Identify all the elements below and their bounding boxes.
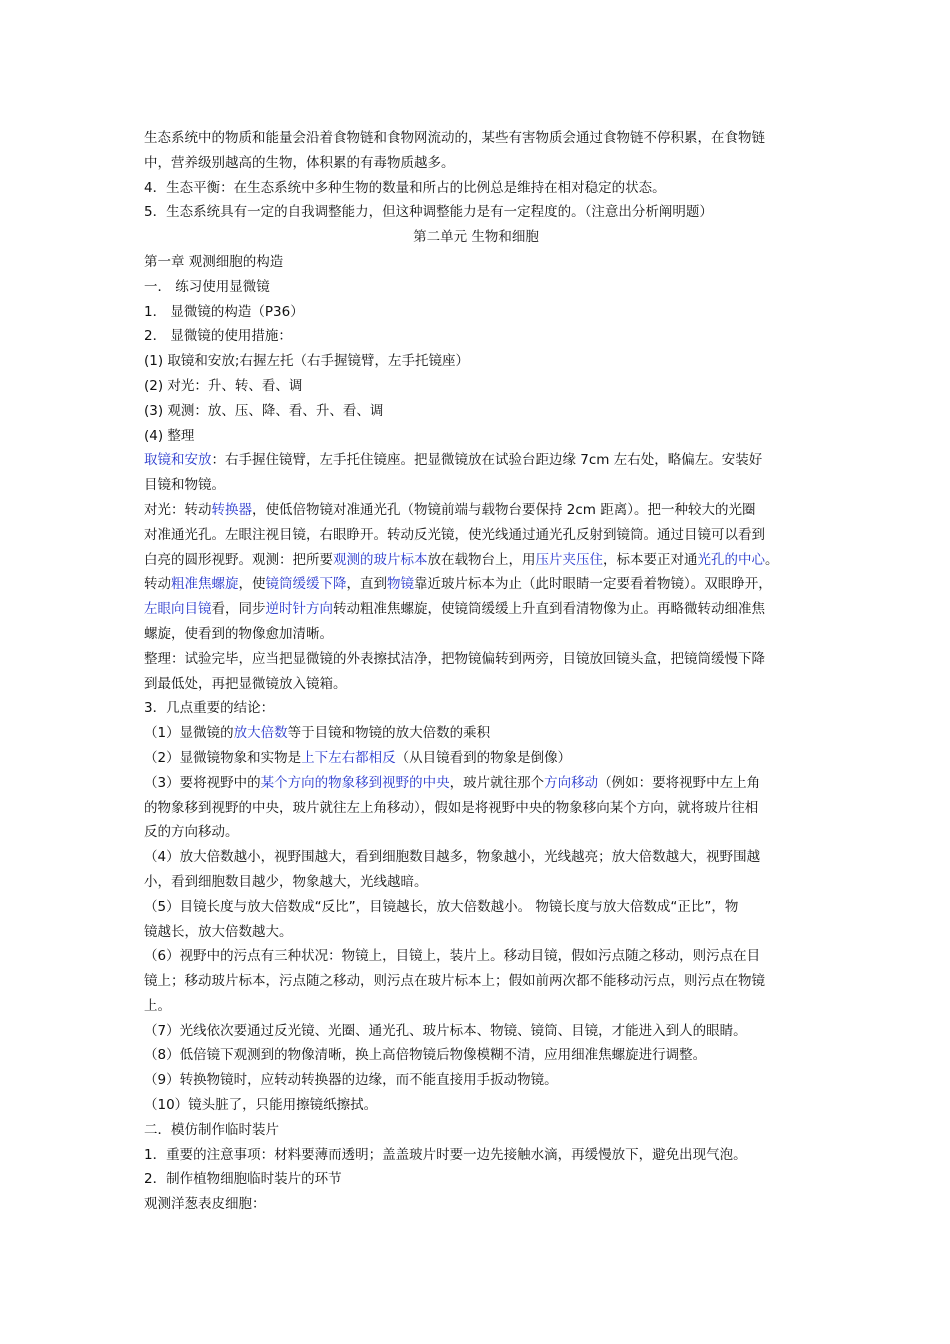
- text-line: [144, 572, 808, 597]
- highlighted-term: 粗准焦螺旋: [171, 576, 239, 593]
- text-line: [144, 1192, 808, 1217]
- text-line: [144, 1167, 808, 1192]
- text-segment: 3．几点重要的结论：: [144, 700, 275, 717]
- highlighted-term: 方向移动: [544, 774, 599, 791]
- text-segment: 镜上；移动玻片标本，污点随之移动，则污点在玻片标本上；假如前两次都不能移动污点，则污点在物镜: [144, 973, 765, 990]
- text-line: [144, 275, 808, 300]
- text-segment: 靠近玻片标本为止（此时眼睛一定要看着物镜）。双眼睁开，: [414, 576, 772, 593]
- text-line: [144, 523, 808, 548]
- text-line: [144, 200, 808, 225]
- text-line: [144, 498, 808, 523]
- highlighted-term: 物镜: [387, 576, 414, 593]
- highlighted-term: 左眼向目镜: [144, 601, 212, 618]
- text-segment: 到最低处，再把显微镜放入镜箱。: [144, 675, 347, 692]
- text-line: [144, 969, 808, 994]
- text-segment: 1．重要的注意事项：材料要薄而透明；盖盖玻片时要一边先接触水滴，再缓慢放下，避免出现气泡。: [144, 1146, 747, 1163]
- text-segment: 2．制作植物细胞临时装片的环节: [144, 1171, 342, 1188]
- text-segment: ，使低倍物镜对准通光孔（物镜前端与载物台要保持 2cm 距离）。把一种较大的光圈: [252, 501, 756, 518]
- highlighted-term: 观测的玻片标本: [333, 551, 428, 568]
- text-line: [144, 870, 808, 895]
- text-line: [144, 746, 808, 771]
- text-segment: 上。: [144, 997, 171, 1014]
- highlighted-term: 镜筒缓缓下降: [265, 576, 347, 593]
- highlighted-term: 压片夹压住: [535, 551, 603, 568]
- text-segment: (3) 观测：放、压、降、看、升、看、调: [144, 402, 384, 419]
- text-segment: 4．生态平衡：在生态系统中多种生物的数量和所占的比例总是维持在相对稳定的状态。: [144, 179, 666, 196]
- text-segment: 转动粗准焦螺旋，使镜筒缓缓上升直到看清物像为止。再略微转动细准焦: [333, 601, 765, 618]
- text-segment: 1． 显微镜的构造（P36）: [144, 303, 304, 320]
- text-segment: 二．模仿制作临时装片: [144, 1121, 279, 1138]
- highlighted-term: 某个方向的物象移到视野的中央: [260, 774, 450, 791]
- text-line: [144, 895, 808, 920]
- document-body: [144, 126, 808, 1217]
- text-segment: 目镜和物镜。: [144, 477, 225, 494]
- text-line: [144, 300, 808, 325]
- text-segment: （2）显微镜物象和实物是: [144, 749, 302, 766]
- text-line: [144, 721, 808, 746]
- text-segment: 5．生态系统具有一定的自我调整能力，但这种调整能力是有一定程度的。（注意出分析阐明题）: [144, 204, 713, 221]
- text-line: [144, 597, 808, 622]
- text-line: [144, 1068, 808, 1093]
- text-line: [144, 672, 808, 697]
- highlighted-term: 取镜和安放: [144, 452, 212, 469]
- text-line: [144, 696, 808, 721]
- text-segment: 镜越长，放大倍数越大。: [144, 923, 293, 940]
- text-line: [144, 920, 808, 945]
- text-line: [144, 771, 808, 796]
- text-line: [144, 126, 808, 151]
- text-segment: 放在载物台上，用: [427, 551, 536, 568]
- text-segment: 的物象移到视野的中央，玻片就往左上角移动），假如是将视野中央的物象移向某个方向，就将玻片往相: [144, 799, 759, 816]
- text-segment: (1) 取镜和安放;右握左托（右手握镜臂，左手托镜座）: [144, 353, 469, 370]
- text-line: [144, 1118, 808, 1143]
- text-line: [144, 399, 808, 424]
- text-segment: 第一章 观测细胞的构造: [144, 253, 284, 270]
- text-line: [144, 176, 808, 201]
- text-segment: 等于目镜和物镜的放大倍数的乘积: [287, 725, 491, 742]
- text-segment: (4) 整理: [144, 427, 195, 444]
- text-segment: （8）低倍镜下观测到的物像清晰，换上高倍物镜后物像模糊不清，应用细准焦螺旋进行调整。: [144, 1047, 707, 1064]
- text-line: [144, 448, 808, 473]
- text-line: [144, 647, 808, 672]
- text-segment: 螺旋，使看到的物像愈加清晰。: [144, 625, 333, 642]
- text-segment: 观测洋葱表皮细胞：: [144, 1196, 266, 1213]
- section-heading: [144, 225, 808, 250]
- highlighted-term: 光孔的中心: [697, 551, 765, 568]
- text-segment: (2) 对光：升、转、看、调: [144, 377, 303, 394]
- text-segment: （6）视野中的污点有三种状况：物镜上，目镜上，装片上。移动目镜，假如污点随之移动，则污点在目: [144, 948, 761, 965]
- text-segment: ，标本要正对通: [603, 551, 698, 568]
- text-segment: （3）要将视野中的: [144, 774, 261, 791]
- text-line: [144, 548, 808, 573]
- text-segment: 一． 练习使用显微镜: [144, 278, 270, 295]
- text-line: [144, 250, 808, 275]
- highlighted-term: 放大倍数: [233, 725, 288, 742]
- text-segment: ，使: [238, 576, 266, 593]
- text-segment: ，玻片就往那个: [449, 774, 545, 791]
- text-line: [144, 473, 808, 498]
- text-line: [144, 622, 808, 647]
- text-segment: （从目镜看到的物象是倒像）: [395, 749, 572, 766]
- text-line: [144, 374, 808, 399]
- text-segment: 对光：转动: [144, 501, 212, 518]
- text-segment: 中，营养级别越高的生物，体积累的有毒物质越多。: [144, 154, 455, 171]
- text-line: [144, 324, 808, 349]
- text-segment: 小，看到细胞数目越少，物象越大，光线越暗。: [144, 873, 428, 890]
- text-segment: 反的方向移动。: [144, 824, 239, 841]
- text-segment: （4）放大倍数越小，视野围越大，看到细胞数目越多，物象越小，光线越亮；放大倍数越大，视野围越: [144, 849, 761, 866]
- text-line: [144, 1043, 808, 1068]
- text-segment: 转动: [144, 576, 171, 593]
- text-segment: 生态系统中的物质和能量会沿着食物链和食物网流动的，某些有害物质会通过食物链不停积累，在食物链: [144, 130, 765, 146]
- text-segment: （9）转换物镜时，应转动转换器的边缘，而不能直接用手扳动物镜。: [144, 1072, 558, 1089]
- text-segment: （7）光线依次要通过反光镜、光圈、通光孔、玻片标本、物镜、镜筒、目镜，才能进入到人的眼睛。: [144, 1022, 747, 1039]
- text-line: [144, 151, 808, 176]
- highlighted-term: 逆时针方向: [265, 601, 333, 618]
- text-segment: 。: [765, 551, 779, 568]
- text-line: [144, 1019, 808, 1044]
- text-segment: （10）镜头脏了，只能用擦镜纸擦拭。: [144, 1097, 378, 1114]
- text-line: [144, 944, 808, 969]
- text-line: [144, 1093, 808, 1118]
- highlighted-term: 上下左右都相反: [301, 749, 396, 766]
- text-segment: 第二单元 生物和细胞: [413, 229, 539, 246]
- text-segment: ：右手握住镜臂，左手托住镜座。把显微镜放在试验台距边缘 7cm 左右处，略偏左。安装好: [211, 452, 763, 469]
- text-segment: 2． 显微镜的使用措施：: [144, 328, 292, 345]
- text-segment: 对准通光孔。左眼注视目镜，右眼睁开。转动反光镜，使光线通过通光孔反射到镜筒。通过目镜可以看到: [144, 526, 765, 543]
- text-segment: 看，同步: [211, 601, 266, 618]
- text-segment: ，直到: [346, 576, 387, 593]
- text-line: [144, 994, 808, 1019]
- text-line: [144, 424, 808, 449]
- text-line: [144, 820, 808, 845]
- text-line: [144, 845, 808, 870]
- highlighted-term: 转换器: [211, 501, 252, 518]
- text-line: [144, 1143, 808, 1168]
- text-line: [144, 796, 808, 821]
- text-segment: （1）显微镜的: [144, 725, 234, 742]
- text-segment: （5）目镜长度与放大倍数成“反比”，目镜越长，放大倍数越小。 物镜长度与放大倍数成“正比”，物: [144, 898, 739, 915]
- text-segment: （例如：要将视野中左上角: [598, 774, 761, 791]
- text-segment: 整理：试验完毕，应当把显微镜的外表擦拭洁净，把物镜偏转到两旁，目镜放回镜头盒，把镜筒缓慢下降: [144, 650, 765, 667]
- text-line: [144, 349, 808, 374]
- text-segment: 白亮的圆形视野。观测：把所要: [144, 551, 333, 568]
